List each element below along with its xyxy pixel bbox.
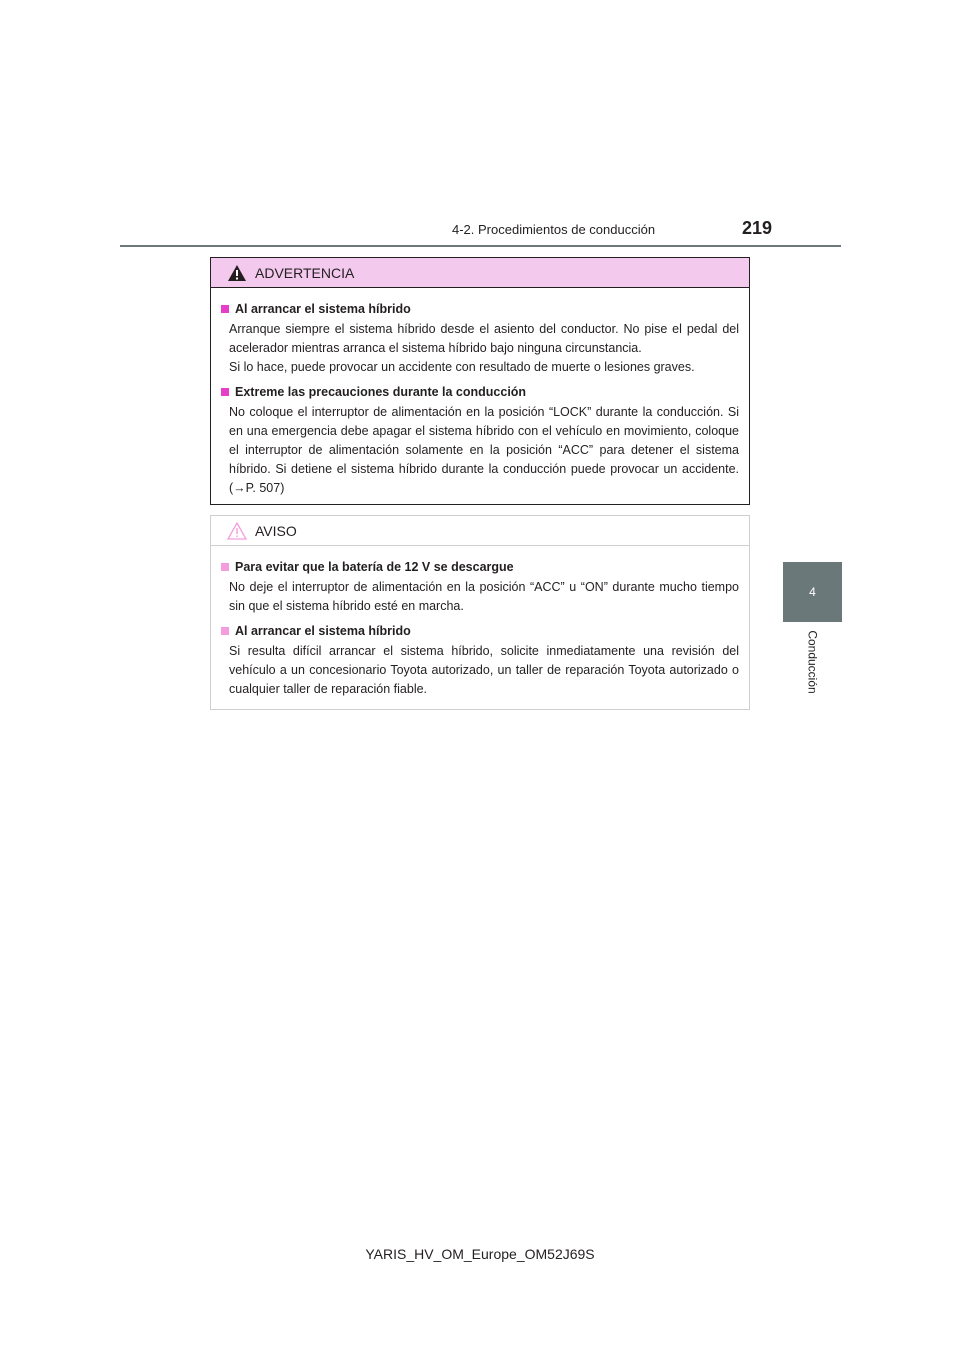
chapter-label: [783, 622, 842, 702]
notice-item-text: Si resulta difícil arrancar el sistema híbrido, solicite inmediatamente una revisión del vehículo a un concesionario Toyota autorizado, un taller de reparación Toyota autorizado o cualquier taller de reparación fiable.: [229, 644, 739, 696]
notice-item-title: [221, 622, 739, 640]
warning-item-title: [221, 300, 739, 318]
page-number: 219: [742, 218, 773, 238]
warning-triangle-icon: [227, 264, 247, 282]
warning-item-title-text: Extreme las precauciones durante la conducción: [235, 385, 527, 399]
notice-body: [211, 546, 749, 699]
notice-box: [210, 515, 750, 710]
document-code: YARIS_HV_OM_Europe_OM52J69S: [365, 1246, 595, 1262]
header-divider: [120, 245, 841, 247]
notice-item-title-text: Al arrancar el sistema híbrido: [235, 624, 411, 638]
bullet-square-icon: [221, 627, 229, 635]
warning-item-title: [221, 383, 739, 401]
warning-item-text: Si lo hace, puede provocar un accidente con resultado de muerte o lesiones graves.: [229, 360, 695, 374]
notice-title: AVISO: [255, 522, 297, 539]
warning-item-text: No coloque el interruptor de alimentación en la posición “LOCK” durante la conducción. Si en una emergencia debe apagar el sistema híbrido con el vehículo en movimiento, coloque el interruptor de alimentación solamente en la posición “ACC” para detener el sistema híbrido. Si detiene el sistema híbrido durante la conducción puede provocar un accidente. (→P. 507): [229, 405, 739, 495]
notice-item-title-text: Para evitar que la batería de 12 V se descargue: [235, 560, 514, 574]
notice-item-text: No deje el interruptor de alimentación en la posición “ACC” u “ON” durante mucho tiempo sin que el sistema híbrido esté en marcha.: [229, 580, 739, 613]
warning-item-title-text: Al arrancar el sistema híbrido: [235, 302, 411, 316]
section-title: 4-2. Procedimientos de conducción: [452, 222, 656, 237]
bullet-square-icon: [221, 305, 229, 313]
warning-header: [211, 258, 749, 288]
chapter-number-tab: 4: [783, 562, 842, 622]
notice-item-title: [221, 558, 739, 576]
caution-triangle-icon: [227, 522, 247, 540]
warning-item-text: Arranque siempre el sistema híbrido desde el asiento del conductor. No pise el pedal del acelerador mientras arranca el sistema híbrido bajo ninguna circunstancia.: [229, 322, 739, 355]
warning-title: ADVERTENCIA: [255, 264, 355, 281]
warning-body: [211, 288, 749, 498]
bullet-square-icon: [221, 563, 229, 571]
bullet-square-icon: [221, 388, 229, 396]
warning-box: [210, 257, 750, 505]
notice-header: [211, 516, 749, 546]
chapter-label-text: Conducción: [805, 630, 820, 694]
